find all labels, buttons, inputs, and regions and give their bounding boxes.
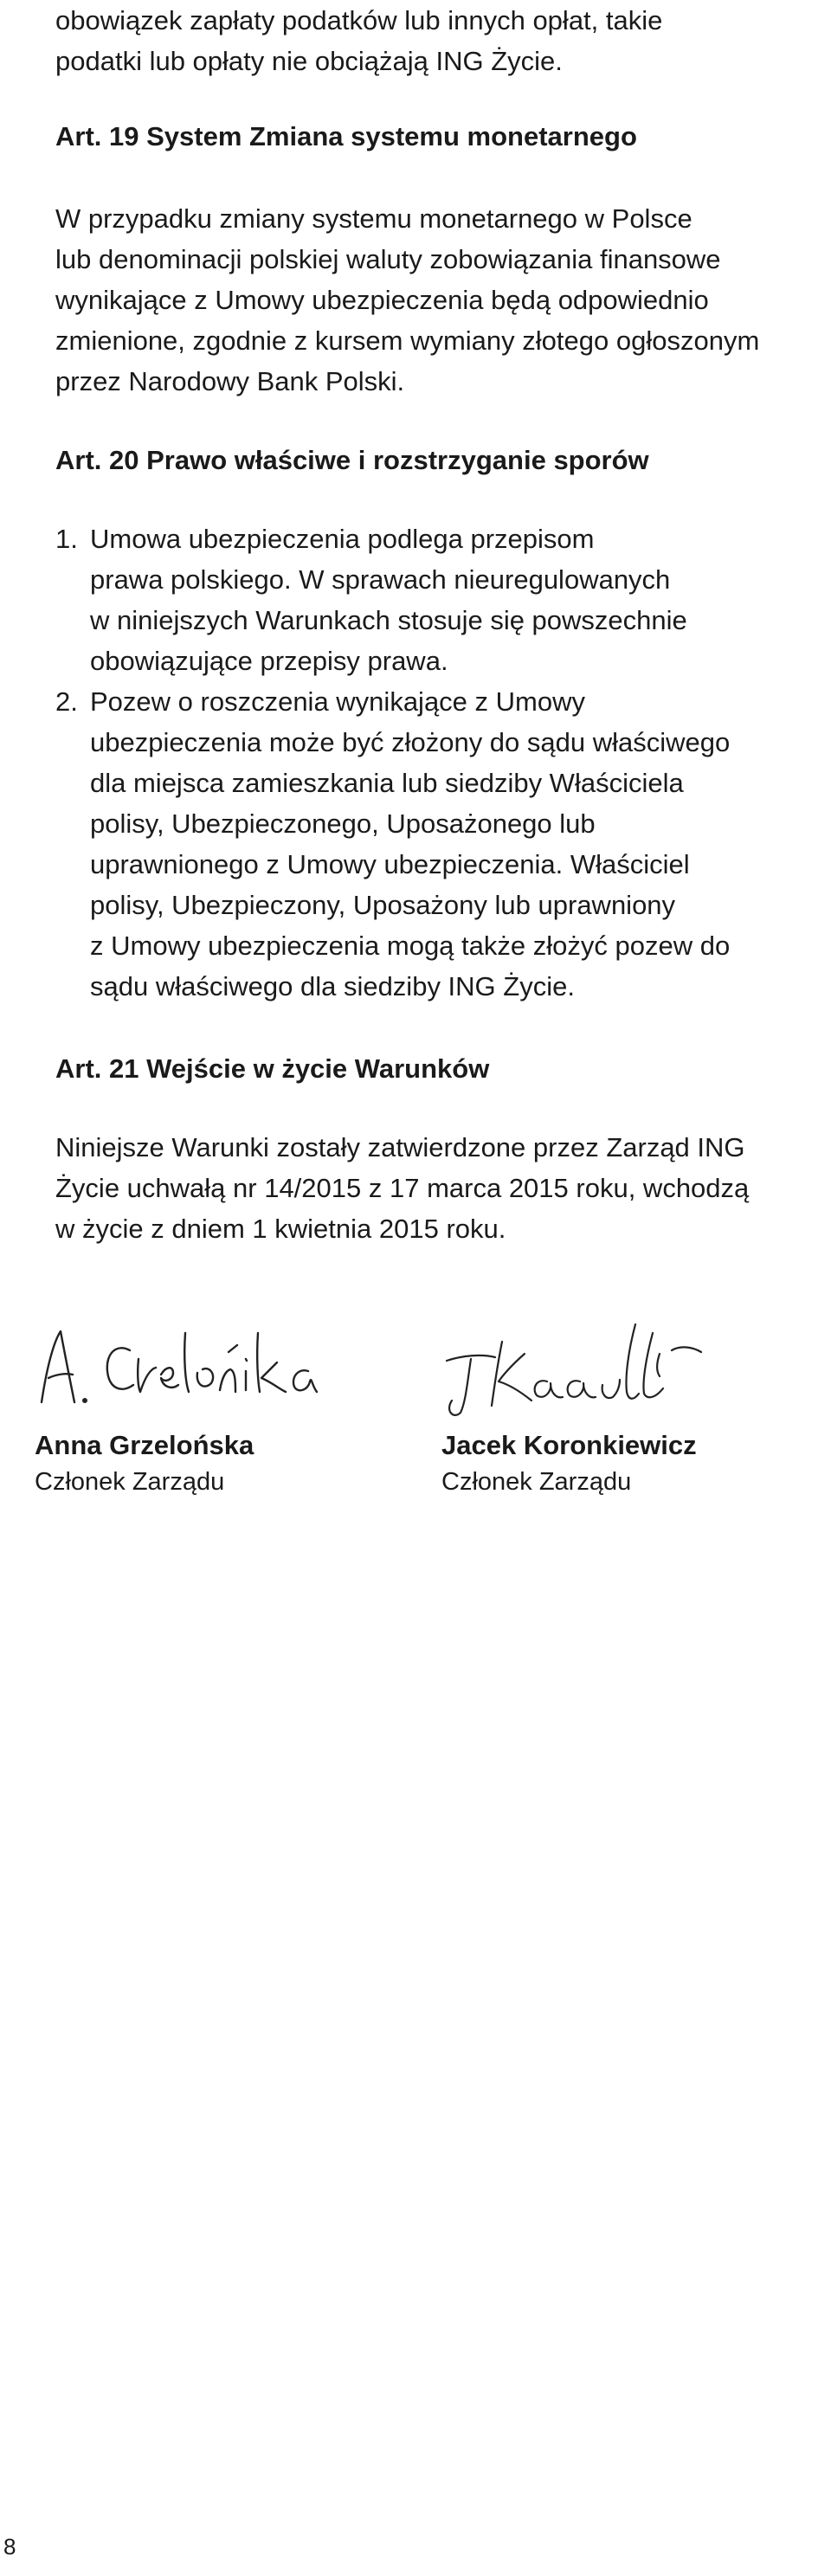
page-number: 8 [3,2534,16,2560]
art20-item-line: polisy, Ubezpieczonego, Uposażonego lub [90,808,596,839]
art19-line: przez Narodowy Bank Polski. [55,366,405,396]
art20-item-1 [55,518,791,681]
handwritten-signature-2 [441,1298,788,1428]
art20-item-line: sądu właściwego dla siedziby ING Życie. [90,971,575,1001]
art20-item-2 [55,681,791,1007]
signatures-block [35,1298,796,1532]
art20-item-line: z Umowy ubezpieczenia mogą także złożyć pozew do [90,931,731,961]
art19-line: W przypadku zmiany systemu monetarnego w Polsce [55,203,692,234]
art20-item-line: dla miejsca zamieszkania lub siedziby Właściciela [90,768,684,798]
art20-item-line: w niniejszych Warunkach stosuje się powszechnie [90,605,687,635]
art19-line: lub denominacji polskiej waluty zobowiązania finansowe [55,244,721,274]
art20-item-line: Pozew o roszczenia wynikające z Umowy [90,686,585,717]
signature-anna [35,1298,381,1496]
signature-jacek [441,1298,788,1496]
art21-line: Życie uchwałą nr 14/2015 z 17 marca 2015 roku, wchodzą [55,1173,750,1203]
art20-item-line: Umowa ubezpieczenia podlega przepisom [90,524,595,554]
art20-item-line: uprawnionego z Umowy ubezpieczenia. Właściciel [90,849,690,879]
handwritten-signature-1 [35,1298,381,1428]
intro-line: obowiązek zapłaty podatków lub innych opłat, takie [55,5,663,35]
list-number: 2. [55,686,78,717]
art20-item-line: ubezpieczenia może być złożony do sądu właściwego [90,727,731,757]
signatory-role: Członek Zarządu [35,1468,225,1496]
art20-item-line: polisy, Ubezpieczony, Uposażony lub uprawniony [90,890,676,920]
art20-heading: Art. 20 Prawo właściwe i rozstrzyganie sporów [55,445,649,475]
art21-heading: Art. 21 Wejście w życie Warunków [55,1053,490,1084]
signatory-name: Jacek Koronkiewicz [441,1430,697,1460]
art20-list [55,518,791,1007]
signatory-role: Członek Zarządu [441,1468,632,1496]
art21-paragraph [55,1127,791,1249]
art20-item-line: obowiązujące przepisy prawa. [90,646,448,676]
art19-line: wynikające z Umowy ubezpieczenia będą odpowiednio [55,285,709,315]
art19-line: zmienione, zgodnie z kursem wymiany złotego ogłoszonym [55,325,760,356]
intro-line: podatki lub opłaty nie obciążają ING Życie. [55,46,563,76]
art19-paragraph [55,198,791,402]
art19-heading: Art. 19 System Zmiana systemu monetarnego [55,121,637,151]
art21-line: Niniejsze Warunki zostały zatwierdzone przez Zarząd ING [55,1132,745,1162]
art21-line: w życie z dniem 1 kwietnia 2015 roku. [55,1214,506,1244]
intro-paragraph [55,0,791,81]
art20-item-line: prawa polskiego. W sprawach nieuregulowanych [90,564,671,595]
list-number: 1. [55,524,78,554]
document-content [55,0,791,1249]
signatory-name: Anna Grzelońska [35,1430,254,1460]
